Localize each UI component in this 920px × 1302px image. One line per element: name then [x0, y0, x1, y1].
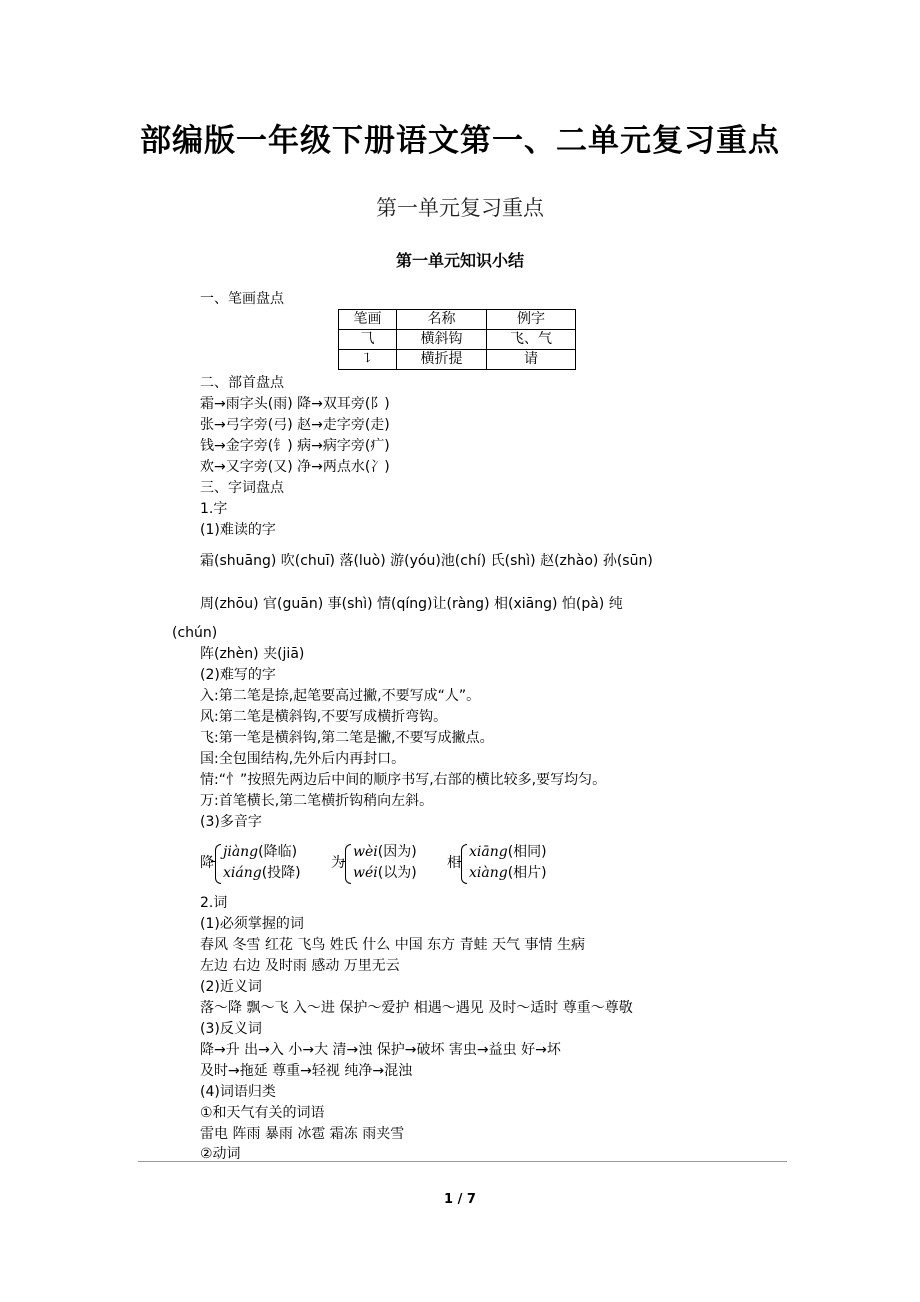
polyphone-heading: (3)多音字 [200, 814, 262, 830]
weather-words-heading: ①和天气有关的词语 [200, 1105, 325, 1121]
polyphone-brace [461, 842, 561, 884]
example-word: (以为) [377, 865, 417, 881]
pinyin: xiāng [469, 844, 508, 860]
polyphone-reading [469, 842, 547, 862]
polyphone-char: 为 [331, 855, 345, 871]
hard-read-line: 阵(zhèn) 夹(jiā) [200, 646, 305, 662]
example-word: (相同) [507, 844, 547, 860]
radicals-line: 霜→雨字头(雨) 降→双耳旁(阝) [200, 396, 390, 412]
vocab-heading: 2.词 [200, 895, 228, 911]
hard-write-line: 万:首笔横长,第二笔横折钩稍向左斜。 [200, 793, 434, 809]
example-word: (投降) [261, 865, 301, 881]
pinyin: xiáng [223, 865, 262, 881]
hard-write-heading: (2)难写的字 [200, 667, 276, 683]
pinyin: xiàng [469, 865, 508, 881]
table-header-cell: 名称 [397, 310, 487, 330]
hard-write-line: 风:第二笔是横斜钩,不要写成横折弯钩。 [200, 709, 448, 725]
example-word: (因为) [377, 844, 417, 860]
antonyms-line: 降→升 出→入 小→大 清→浊 保护→破坏 害虫→益虫 好→坏 [200, 1042, 561, 1058]
pinyin: wèi [353, 844, 378, 860]
polyphone-reading [353, 863, 417, 883]
hard-write-line: 入:第二笔是捺,起笔要高过撇,不要写成“人”。 [200, 688, 481, 704]
radicals-line: 钱→金字旁(钅) 病→病字旁(疒) [200, 438, 390, 454]
categories-heading: (4)词语归类 [200, 1084, 276, 1100]
polyphone-reading [469, 863, 547, 883]
table-header-cell: 笔画 [339, 310, 397, 330]
hard-read-line: 霜(shuāng) 吹(chuī) 落(luò) 游(yóu)池(chí) 氏(shì) 赵(zhào) 孙(sūn) [200, 553, 653, 569]
antonyms-line: 及时→拖延 尊重→轻视 纯净→混浊 [200, 1063, 413, 1079]
antonyms-heading: (3)反义词 [200, 1021, 262, 1037]
table-row [339, 330, 576, 350]
must-words-line: 春风 冬雪 红花 飞鸟 姓氏 什么 中国 东方 青蛙 天气 事情 生病 [200, 937, 585, 953]
weather-words-line: 雷电 阵雨 暴雨 冰雹 霜冻 雨夹雪 [200, 1126, 405, 1142]
radicals-line: 欢→又字旁(又) 净→两点水(冫) [200, 459, 390, 475]
document-title: 部编版一年级下册语文第一、二单元复习重点 [140, 123, 780, 159]
footer-divider [138, 1161, 787, 1162]
polyphone-brace [215, 842, 315, 884]
radicals-heading: 二、部首盘点 [200, 375, 284, 391]
synonyms-line: 落～降 飘～飞 入～进 保护～爱护 相遇～遇见 及时～适时 尊重～尊敬 [200, 1000, 633, 1016]
radicals-line: 张→弓字旁(弓) 赵→走字旁(走) [200, 417, 390, 433]
strokes-table [338, 309, 576, 370]
brace-tip [211, 861, 216, 862]
hard-read-heading: (1)难读的字 [200, 522, 276, 538]
polyphone-reading [223, 842, 297, 862]
brace-tip [341, 861, 346, 862]
summary-title: 第一单元知识小结 [395, 251, 524, 270]
brace-shape [461, 844, 467, 884]
polyphone-char: 降 [200, 855, 214, 871]
pinyin: wéi [353, 865, 378, 881]
hard-write-line: 情:“忄”按照先两边后中间的顺序书写,右部的横比较多,要写均匀。 [200, 772, 607, 788]
table-header-row [339, 310, 576, 330]
table-cell: 横折提 [397, 350, 487, 370]
polyphone-reading [223, 863, 301, 883]
polyphone-char: 相 [447, 855, 461, 871]
table-cell: 横斜钩 [397, 330, 487, 350]
must-words-line: 左边 右边 及时雨 感动 万里无云 [200, 958, 400, 974]
unit-title: 第一单元复习重点 [376, 196, 544, 220]
example-word: (降临) [258, 844, 298, 860]
table-row [339, 350, 576, 370]
words-heading: 三、字词盘点 [200, 480, 284, 496]
table-cell: 飞、气 [487, 330, 576, 350]
page-number: 1 / 7 [444, 1192, 476, 1207]
table-header-cell: 例字 [487, 310, 576, 330]
polyphone-reading [353, 842, 417, 862]
hard-write-line: 飞:第一笔是横斜钩,第二笔是撇,不要写成撇点。 [200, 730, 494, 746]
table-cell: ⺄ [339, 330, 397, 350]
synonyms-heading: (2)近义词 [200, 979, 262, 995]
strokes-heading: 一、笔画盘点 [200, 291, 284, 307]
pinyin: jiàng [223, 844, 259, 860]
table-cell: 请 [487, 350, 576, 370]
hard-read-wrap: (chún) [172, 625, 218, 641]
hard-write-line: 国:全包围结构,先外后内再封口。 [200, 751, 406, 767]
example-word: (相片) [507, 865, 547, 881]
verbs-heading: ②动词 [200, 1146, 241, 1162]
chars-heading: 1.字 [200, 501, 228, 517]
must-words-heading: (1)必须掌握的词 [200, 916, 304, 932]
hard-read-line: 周(zhōu) 官(guān) 事(shì) 情(qíng)让(ràng) 相(xiāng) 怕(pà) 纯 [200, 596, 623, 612]
brace-shape [345, 844, 351, 884]
table-cell: ㇊ [339, 350, 397, 370]
brace-tip [457, 861, 462, 862]
polyphone-brace [345, 842, 435, 884]
brace-shape [215, 844, 221, 884]
